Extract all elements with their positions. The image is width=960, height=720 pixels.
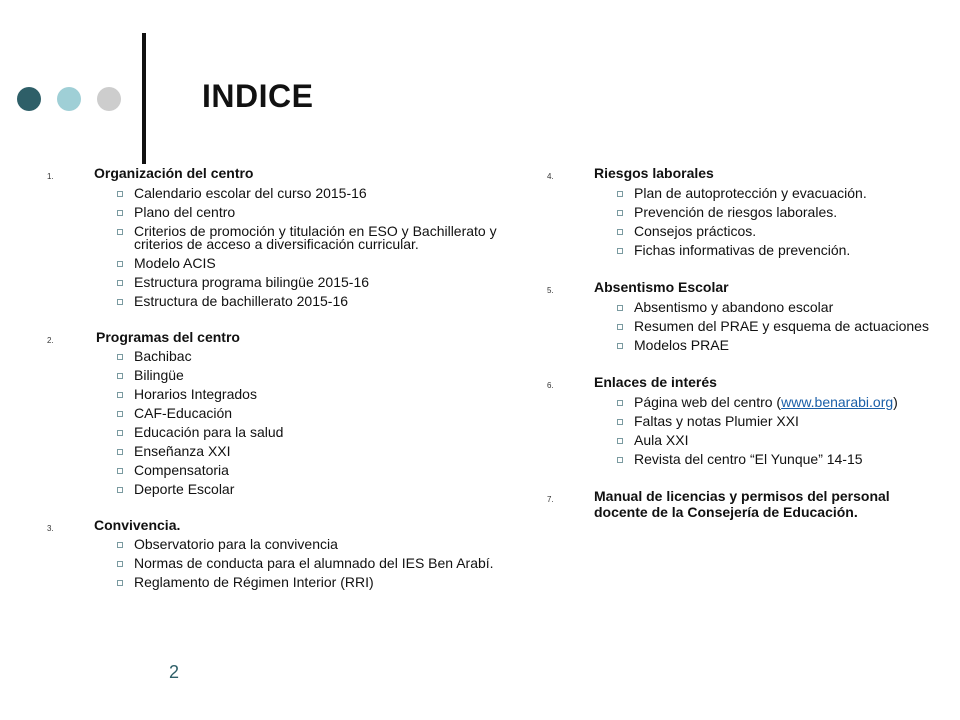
section-heading [540,374,940,390]
square-bullet-icon [117,542,123,548]
section-heading [540,279,940,295]
item-label: Estructura programa bilingüe 2015-16 [134,274,370,290]
square-bullet-icon [117,354,123,360]
item-label: Reglamento de Régimen Interior (RRI) [134,574,374,590]
section-enlaces [540,374,940,466]
section-title: Absentismo Escolar [594,279,729,295]
list-item[interactable] [40,184,510,201]
square-bullet-icon [117,487,123,493]
list-item[interactable] [540,298,940,315]
item-label: Estructura de bachillerato 2015-16 [134,293,349,309]
section-items [40,538,510,590]
list-item[interactable] [40,276,510,290]
decorative-dot-gray [97,87,121,111]
list-item[interactable] [540,317,940,334]
section-items [540,184,940,258]
list-item[interactable] [540,336,940,353]
section-heading [540,165,940,181]
item-label: Prevención de riesgos laborales. [634,203,838,220]
section-title: Enlaces de interés [594,374,717,390]
square-bullet-icon [117,449,123,455]
square-bullet-icon [117,468,123,474]
item-label: Revista del centro “El Yunque” 14-15 [634,450,863,467]
item-label: Compensatoria [134,462,229,478]
item-label: Aula XXI [634,431,689,448]
list-item[interactable] [540,241,940,258]
list-item[interactable] [540,431,940,448]
item-label: Modelos PRAE [634,336,729,353]
list-item[interactable] [40,407,510,421]
item-label: Horarios Integrados [134,386,257,402]
square-bullet-icon [617,248,623,254]
item-label: Bachibac [134,348,192,364]
section-number: 4. [547,172,554,181]
website-link[interactable]: www.benarabi.org [781,393,894,410]
list-item[interactable] [40,350,510,364]
square-bullet-icon [117,373,123,379]
square-bullet-icon [617,191,623,197]
left-column [40,165,510,590]
item-label: Resumen del PRAE y esquema de actuaciones [634,317,929,334]
item-label: Enseñanza XXI [134,443,231,459]
page-number: 2 [169,662,180,682]
square-bullet-icon [117,210,123,216]
page-title: INDICE [202,78,314,114]
section-items [40,184,510,309]
list-item[interactable] [40,257,510,271]
section-title: Convivencia. [94,516,181,533]
section-number: 3. [47,523,54,533]
section-absentismo [540,279,940,352]
section-organizacion [40,165,510,309]
square-bullet-icon [617,305,623,311]
item-label: Modelo ACIS [134,255,216,271]
item-label: Normas de conducta para el alumnado del IES Ben Arabí. [134,555,494,571]
section-convivencia [40,517,510,590]
section-number: 5. [547,286,554,295]
list-item [540,393,940,410]
section-title: Organización del centro [94,165,254,181]
item-label: Criterios de promoción y titulación en ESO y Bachillerato y criterios de acceso a diversificación curricular. [134,222,497,252]
section-number: 7. [547,495,554,504]
section-number: 2. [47,335,54,345]
item-label: CAF-Educación [134,405,233,421]
decorative-dot-dark [17,87,41,111]
list-item[interactable] [540,222,940,239]
square-bullet-icon [117,191,123,197]
square-bullet-icon [617,457,623,463]
list-item[interactable] [40,203,510,220]
section-manual-licencias [540,488,940,520]
section-number: 1. [47,172,54,181]
square-bullet-icon [117,280,123,286]
square-bullet-icon [117,561,123,567]
square-bullet-icon [117,430,123,436]
square-bullet-icon [617,419,623,425]
item-label: Absentismo y abandono escolar [634,298,834,315]
section-heading[interactable] [540,488,940,520]
item-label: Calendario escolar del curso 2015-16 [134,184,367,201]
section-riesgos [540,165,940,257]
square-bullet-icon [117,229,123,235]
list-item[interactable] [540,203,940,220]
section-number: 6. [547,381,554,390]
section-title: Programas del centro [96,328,240,345]
list-item[interactable] [40,222,510,252]
section-items [540,393,940,467]
item-label: Plano del centro [134,203,236,220]
item-label: Faltas y notas Plumier XXI [634,412,799,429]
section-heading [40,329,510,345]
decorative-dot-light-teal [57,87,81,111]
item-label: Observatorio para la convivencia [134,536,338,552]
section-heading [40,517,510,533]
section-title: Manual de licencias y permisos del personal docente de la Consejería de Educación. [594,488,890,520]
list-item[interactable] [40,538,510,552]
square-bullet-icon [617,324,623,330]
list-item[interactable] [40,445,510,459]
item-label: Plan de autoprotección y evacuación. [634,184,867,201]
section-title: Riesgos laborales [594,165,714,181]
item-label: Bilingüe [134,367,184,383]
list-item[interactable] [540,412,940,429]
list-item[interactable] [540,184,940,201]
list-item[interactable] [40,369,510,383]
item-label: Educación para la salud [134,424,284,440]
square-bullet-icon [117,580,123,586]
square-bullet-icon [617,400,623,406]
list-item[interactable] [540,450,940,467]
square-bullet-icon [617,210,623,216]
item-label: Deporte Escolar [134,481,235,497]
section-items [540,298,940,353]
square-bullet-icon [117,261,123,267]
square-bullet-icon [117,392,123,398]
item-label: Página web del centro ( [634,393,782,410]
section-heading [40,165,510,181]
title-divider-line [142,33,146,164]
list-item[interactable] [40,557,510,571]
list-item[interactable] [40,464,510,478]
item-label-suffix: ) [893,393,898,410]
list-item[interactable] [40,426,510,440]
list-item[interactable] [40,388,510,402]
right-column [540,165,940,520]
square-bullet-icon [117,411,123,417]
section-programas [40,329,510,497]
square-bullet-icon [617,229,623,235]
list-item[interactable] [40,576,510,590]
section-items [40,350,510,497]
list-item[interactable] [40,483,510,497]
item-label: Consejos prácticos. [634,222,757,239]
square-bullet-icon [117,299,123,305]
item-label: Fichas informativas de prevención. [634,241,851,258]
square-bullet-icon [617,343,623,349]
square-bullet-icon [617,438,623,444]
list-item[interactable] [40,295,510,309]
